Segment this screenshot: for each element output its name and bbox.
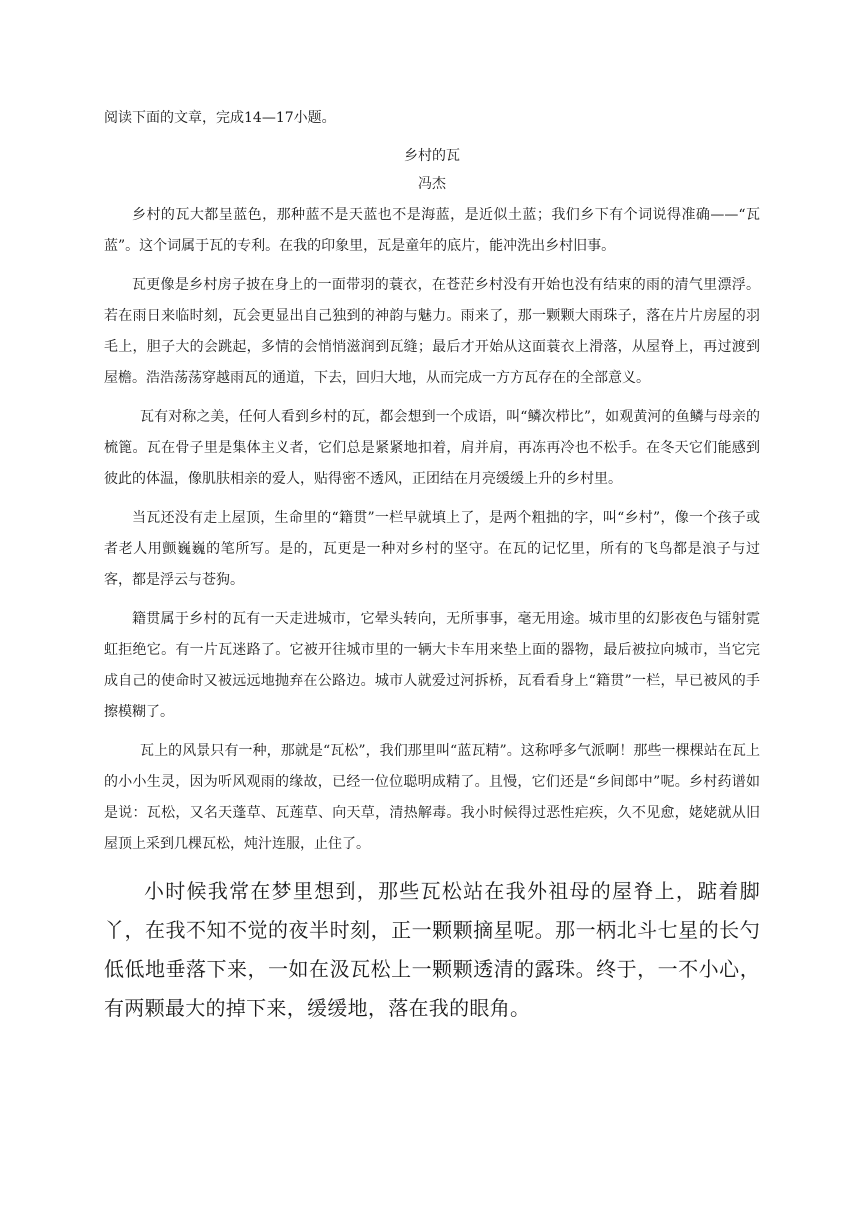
paragraph-5: 籍贯属于乡村的瓦有一天走进城市，它晕头转向，无所事事，毫无用途。城市里的幻影夜色与镭射霓虹拒绝它。有一片瓦迷路了。它被开往城市里的一辆大卡车用来垫上面的器物，最后被拉向城市，当它完成自己的使命时又被远远地抛弃在公路边。城市人就爱过河拆桥，瓦看看身上“籍贯”一栏，早已被风的手擦模糊了。 — [104, 611, 760, 720]
paragraph-7: 小时候我常在梦里想到，那些瓦松站在我外祖母的屋脊上，踮着脚丫，在我不知不觉的夜半时刻，正一颗颗摘星呢。那一柄北斗七星的长勺低低地垂落下来，一如在汲瓦松上一颗颗透清的露珠。终于，一不小心，有两颗最大的掉下来，缓缓地，落在我的眼角。 — [104, 879, 760, 1020]
paragraph-2: 瓦更像是乡村房子披在身上的一面带羽的蓑衣，在苍茫乡村没有开始也没有结束的雨的清气里漂浮。若在雨日来临时刻，瓦会更显出自己独到的神韵与魅力。雨来了，那一颗颗大雨珠子，落在片片房屋的羽毛上，胆子大的会跳起，多情的会悄悄滋润到瓦缝；最后才开始从这面蓑衣上滑落，从屋脊上，再过渡到屋檐。浩浩荡荡穿越雨瓦的通道，下去，回归大地，从而完成一方方瓦存在的全部意义。 — [104, 277, 760, 386]
article-author: 冯杰 — [418, 176, 446, 192]
article-title: 乡村的瓦 — [404, 148, 460, 164]
reading-instruction: 阅读下面的文章，完成14—17小题。 — [104, 110, 336, 126]
paragraph-6: 瓦上的风景只有一种，那就是“瓦松”，我们那里叫“蓝瓦精”。这称呼多气派啊！那些一棵棵站在瓦上的小小生灵，因为听风观雨的缘故，已经一位位聪明成精了。且慢，它们还是“乡间郎中”呢。乡村药谱如是说：瓦松，又名天蓬草、瓦莲草、向天草，清热解毒。我小时候得过恶性疟疾，久不见愈，姥姥就从旧屋顶上采到几棵瓦松，炖汁连服，止住了。 — [104, 743, 760, 852]
paragraph-4: 当瓦还没有走上屋顶，生命里的“籍贯”一栏早就填上了，是两个粗拙的字，叫“乡村”，像一个孩子或者老人用颤巍巍的笔所写。是的，瓦更是一种对乡村的坚守。在瓦的记忆里，所有的飞鸟都是浪子与过客，都是浮云与苍狗。 — [104, 510, 760, 588]
paragraph-3: 瓦有对称之美，任何人看到乡村的瓦，都会想到一个成语，叫“鳞次栉比”，如观黄河的鱼鳞与母亲的梳篦。瓦在骨子里是集体主义者，它们总是紧紧地扣着，肩并肩，再冻再冷也不松手。在冬天它们能感到彼此的体温，像肌肤相亲的爱人，贴得密不透风，正团结在月亮缓缓上升的乡村里。 — [104, 409, 760, 487]
document-page — [104, 104, 760, 1036]
paragraph-1: 乡村的瓦大都呈蓝色，那种蓝不是天蓝也不是海蓝，是近似土蓝；我们乡下有个词说得准确——“瓦蓝”。这个词属于瓦的专利。在我的印象里，瓦是童年的底片，能冲洗出乡村旧事。 — [104, 207, 760, 254]
